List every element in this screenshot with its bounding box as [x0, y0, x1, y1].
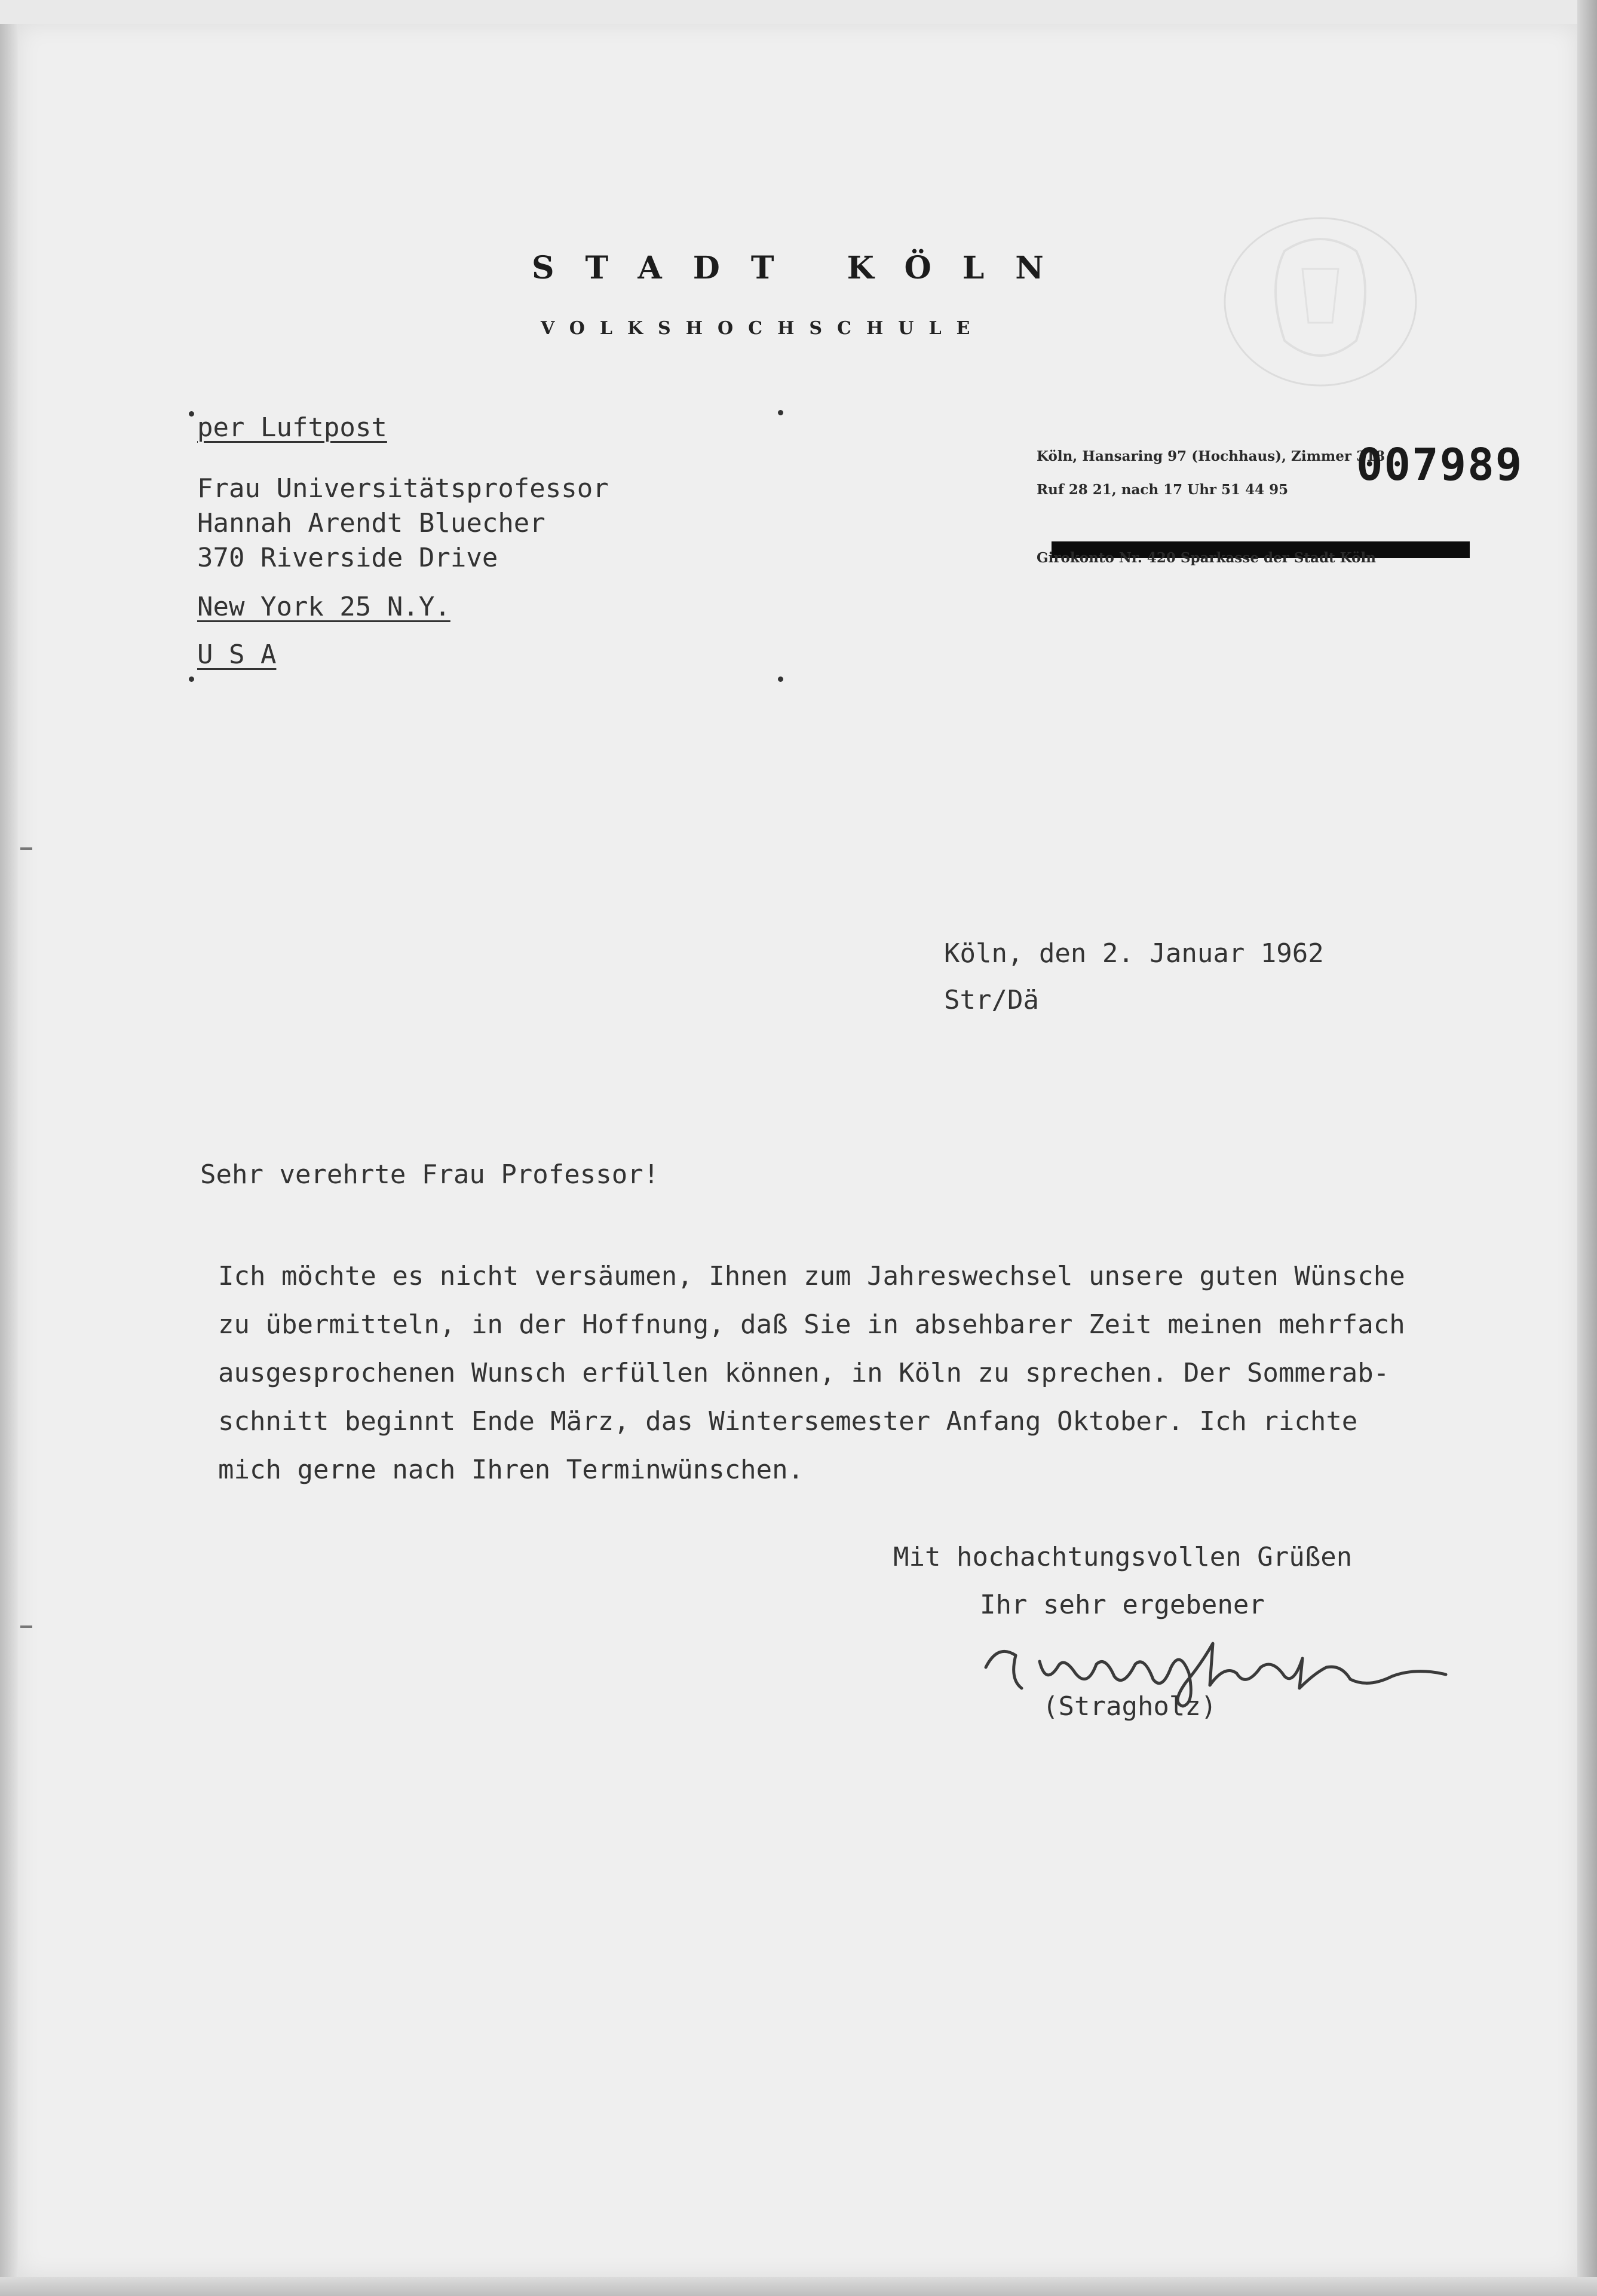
letterhead-institution: VOLKSHOCHSCHULE: [541, 318, 985, 339]
body-line: mich gerne nach Ihren Terminwünschen.: [218, 1455, 804, 1485]
date-line: Köln, den 2. Januar 1962: [944, 938, 1324, 969]
salutation: Sehr verehrte Frau Professor!: [200, 1159, 660, 1190]
margin-tick: [20, 1625, 32, 1628]
closing-line-1: Mit hochachtungsvollen Grüßen: [893, 1542, 1353, 1572]
closing-line-2: Ihr sehr ergebener: [980, 1590, 1265, 1620]
sender-bank: Girokonto Nr. 420 Sparkasse der Stadt Köln: [1037, 550, 1376, 566]
body-line: zu übermitteln, in der Hoffnung, daß Sie in absehbarer Zeit meinen mehrfach: [218, 1309, 1405, 1340]
page-edge-bottom: [0, 2277, 1597, 2296]
embossed-seal-icon: [1213, 203, 1428, 400]
recipient-country: U S A: [197, 639, 277, 670]
page-edge-right: [1577, 0, 1597, 2296]
letter-page: [18, 24, 1577, 2277]
page-edge-left: [0, 24, 18, 2283]
fold-mark: [778, 676, 783, 682]
body-line: Ich möchte es nicht versäumen, Ihnen zum Jahreswechsel unsere guten Wünsche: [218, 1261, 1405, 1291]
sender-address: Köln, Hansaring 97 (Hochhaus), Zimmer 318: [1037, 448, 1386, 464]
margin-dot: [189, 411, 194, 417]
delivery-note: per Luftpost: [197, 412, 387, 443]
body-line: schnitt beginnt Ende März, das Wintersemester Anfang Oktober. Ich richte: [218, 1406, 1358, 1437]
sender-phone: Ruf 28 21, nach 17 Uhr 51 44 95: [1037, 482, 1289, 498]
recipient-city: New York 25 N.Y.: [197, 592, 450, 622]
document-number-stamp: 007989: [1356, 439, 1524, 491]
recipient-line-3: 370 Riverside Drive: [197, 543, 498, 573]
fold-mark: [778, 410, 783, 415]
letterhead-city: STADT KÖLN: [532, 250, 1075, 286]
margin-dot: [189, 676, 194, 682]
body-line: ausgesprochenen Wunsch erfüllen können, in Köln zu sprechen. Der Sommerab-: [218, 1358, 1390, 1388]
reference-code: Str/Dä: [944, 985, 1039, 1015]
letter-body: [218, 1252, 1515, 1494]
margin-tick: [20, 847, 32, 850]
recipient-line-2: Hannah Arendt Bluecher: [197, 508, 545, 538]
recipient-line-1: Frau Universitätsprofessor: [197, 473, 609, 504]
signatory-name: (Stragholz): [1043, 1691, 1217, 1722]
